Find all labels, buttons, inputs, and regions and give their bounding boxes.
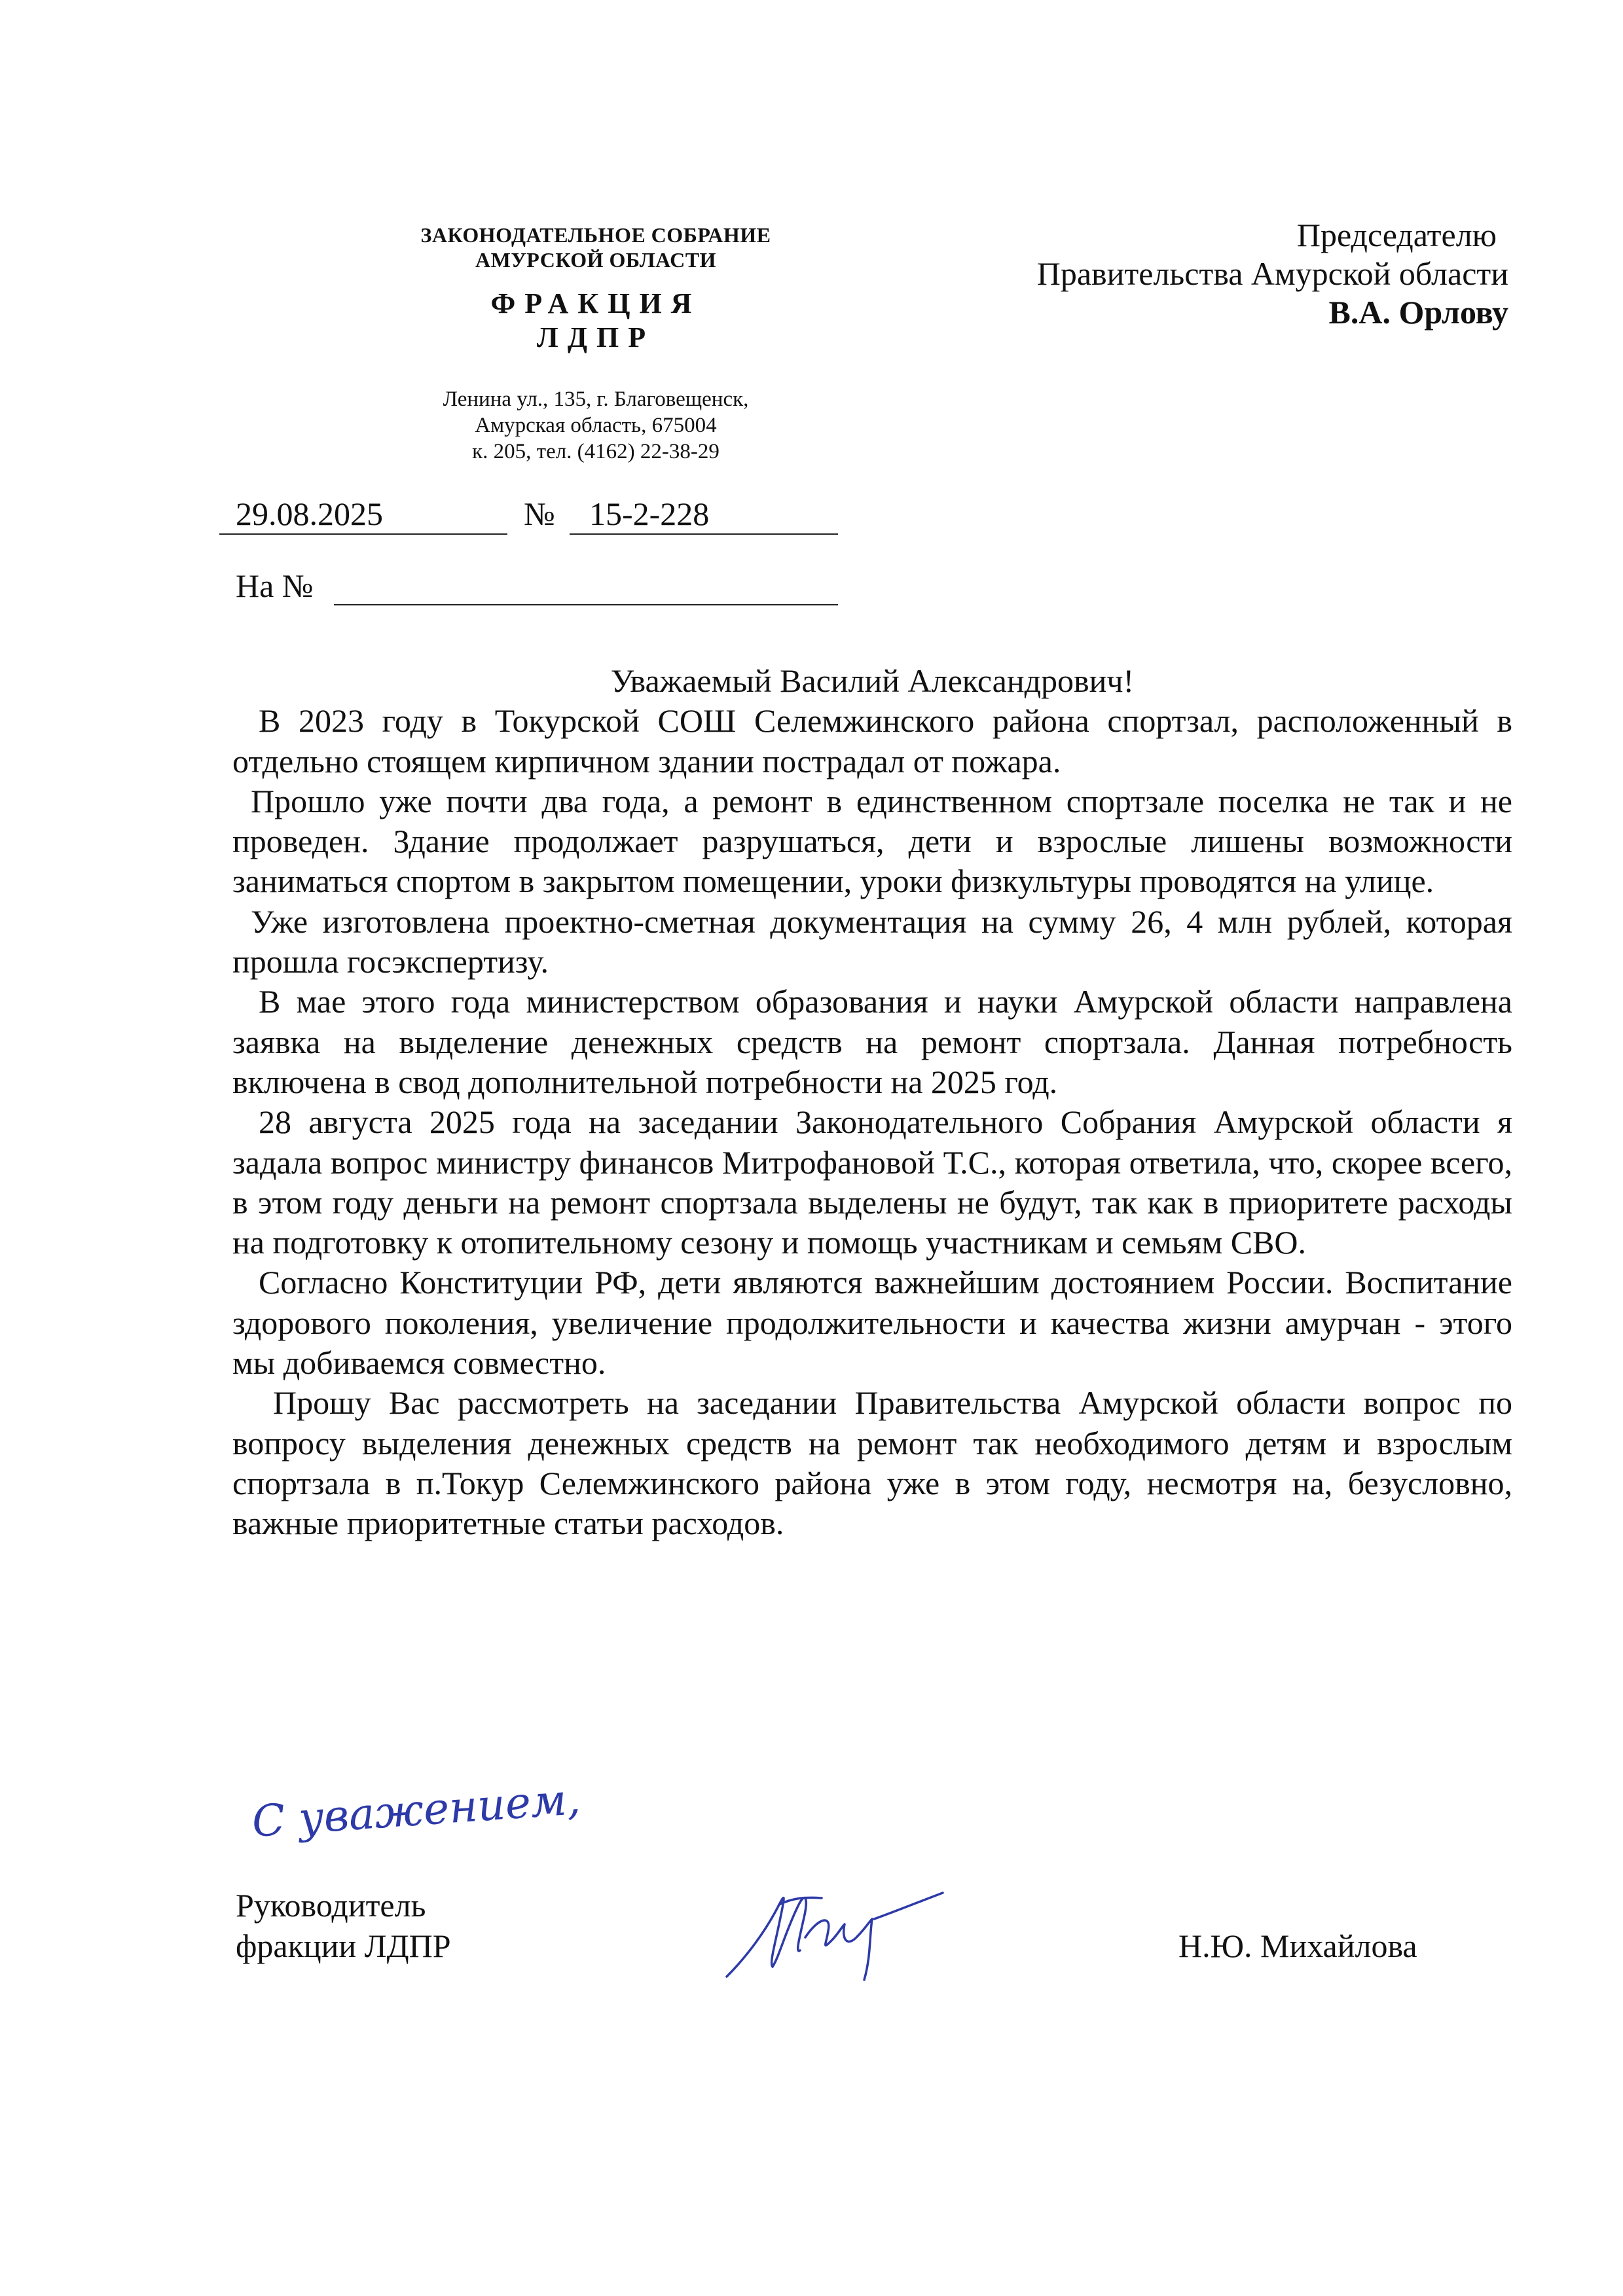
recipient-block xyxy=(1037,216,1508,332)
sender-address-line1: Ленина ул., 135, г. Благовещенск, xyxy=(443,387,749,411)
recipient-line1: Председателю xyxy=(1296,217,1497,253)
signer-name: Н.Ю. Михайлова xyxy=(1178,1928,1417,1964)
letter-number: 15-2-228 xyxy=(570,494,838,535)
paragraph-6: Согласно Конституции РФ, дети являются важнейшим достоянием России. Воспитание здорового поколения, увеличение продолжительности и качества жизни амурчан - этого мы добиваемся совместно. xyxy=(232,1264,1512,1382)
letter-body xyxy=(232,661,1512,1544)
sender-block xyxy=(190,223,1002,465)
sender-address xyxy=(190,386,1002,465)
sender-address-line2: Амурская область, 675004 xyxy=(475,414,717,437)
paragraph-7: Прошу Вас рассмотреть на заседании Правительства Амурской области вопрос по вопросу выделения денежных средств на ремонт так необходимого детям и взрослым спортзала в п.Токур Селемжинского района уже в этом году, несмотря на, безусловно, важные приоритетные статьи расходов. xyxy=(232,1384,1512,1542)
paragraph-5: 28 августа 2025 года на заседании Законодательного Собрания Амурской области я задала вопрос министру финансов Митрофановой Т.С., которая ответила, что, скорее всего, в этом году деньги на ремонт спортзала выделены не будут, так как в приоритете расходы на подготовку к отопительному сезону и помощь участникам и семьям СВО. xyxy=(232,1103,1512,1261)
ref-label: На № xyxy=(236,567,314,604)
signer-title xyxy=(236,1885,451,1966)
sender-faction-line2: ЛДПР xyxy=(536,321,655,353)
recipient-line2: Правительства Амурской области xyxy=(1036,255,1508,292)
paragraph-3: Уже изготовлена проектно-сметная документация на сумму 26, 4 млн рублей, которая прошла госэкспертизу. xyxy=(232,903,1512,980)
recipient-name: В.А. Орлову xyxy=(1328,294,1508,331)
signer-title-line2: фракции ЛДПР xyxy=(236,1928,451,1964)
letter-date: 29.08.2025 xyxy=(219,494,507,535)
ref-number-field xyxy=(334,566,838,605)
sender-faction-line1: ФРАКЦИЯ xyxy=(490,287,701,319)
paragraph-1: В 2023 году в Токурской СОШ Селемжинского района спортзал, расположенный в отдельно стоящем кирпичном здании пострадал от пожара. xyxy=(232,702,1512,780)
paragraph-4: В мае этого года министерством образования и науки Амурской области направлена заявка на выделение денежных средств на ремонт спортзала. Данная потребность включена в свод дополнительной потребности на 2025 год. xyxy=(232,983,1512,1100)
paragraph-2: Прошло уже почти два года, а ремонт в единственном спортзале поселка не так и не проведен. Здание продолжает разрушаться, дети и взрослые лишены возможности заниматься спортом в закрытом помещении, уроки физкультуры проводятся на улице. xyxy=(232,782,1512,900)
handwritten-note: С уважением, xyxy=(250,1774,582,1847)
number-label: № xyxy=(524,495,555,532)
greeting: Уважаемый Василий Александрович! xyxy=(610,662,1135,699)
sender-org-line2: АМУРСКОЙ ОБЛАСТИ xyxy=(475,248,716,272)
sender-address-line3: к. 205, тел. (4162) 22-38-29 xyxy=(472,440,720,463)
sender-org-line1: ЗАКОНОДАТЕЛЬНОЕ СОБРАНИЕ xyxy=(420,223,771,247)
signature-image xyxy=(707,1878,956,1990)
signer-title-line1: Руководитель xyxy=(236,1887,426,1924)
